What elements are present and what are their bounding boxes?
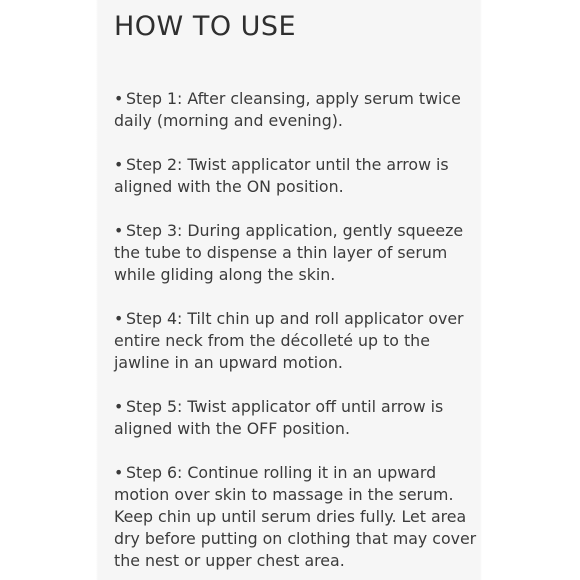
step-text: Step 2: Twist applicator until the arrow is aligned with the ON position.: [114, 155, 449, 196]
steps-list: [114, 88, 480, 572]
instruction-card: [114, 10, 480, 572]
step-text: Step 4: Tilt chin up and roll applicator over entire neck from the décolleté up to the jawline in an upward motion.: [114, 309, 464, 372]
step-text: Step 1: After cleansing, apply serum twice daily (morning and evening).: [114, 89, 461, 130]
step-text: Step 3: During application, gently squeeze the tube to dispense a thin layer of serum while gliding along the skin.: [114, 221, 464, 284]
bullet-icon: •: [114, 89, 124, 108]
step-item-5: [114, 396, 480, 440]
bullet-icon: •: [114, 397, 124, 416]
step-item-6: [114, 462, 480, 572]
bullet-icon: •: [114, 155, 124, 174]
page-title: HOW TO USE: [114, 11, 297, 42]
step-item-4: [114, 308, 480, 374]
step-item-1: [114, 88, 480, 132]
step-item-3: [114, 220, 480, 286]
step-text: Step 5: Twist applicator off until arrow is aligned with the OFF position.: [114, 397, 444, 438]
bullet-icon: •: [114, 309, 124, 328]
bullet-icon: •: [114, 221, 124, 240]
step-item-2: [114, 154, 480, 198]
step-text: Step 6: Continue rolling it in an upward motion over skin to massage in the serum. Keep chin up until serum dries fully. Let area dry before putting on clothing that may cover the nest or upper chest area.: [114, 463, 477, 570]
bullet-icon: •: [114, 463, 124, 482]
